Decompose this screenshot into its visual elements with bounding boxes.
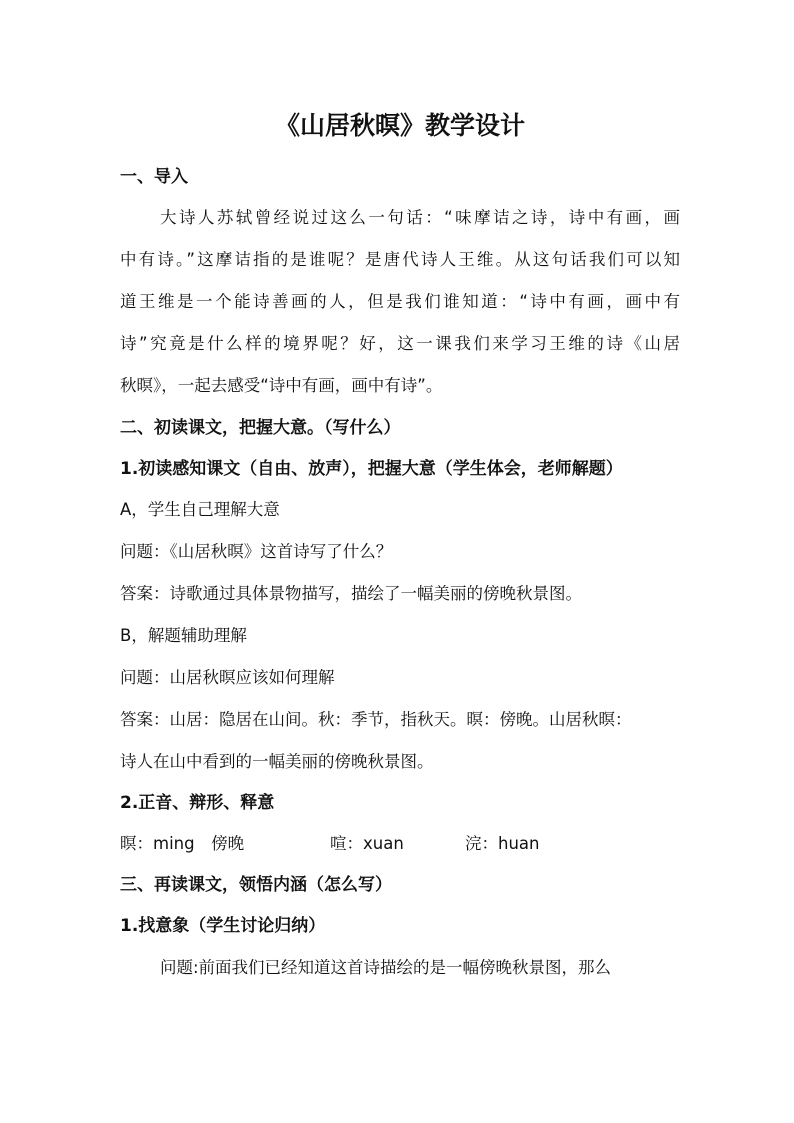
- document-page: [120, 0, 680, 1123]
- section-1-heading: 一、导入: [120, 167, 188, 187]
- document-title: 《山居秋暝》教学设计: [274, 111, 525, 140]
- intro-paragraph-line-1: 大诗人苏轼曾经说过这么一句话：“味摩诘之诗，诗中有画，画: [160, 208, 680, 227]
- pronunciation-xuan: 喧：xuan: [330, 834, 404, 853]
- section-2-heading: 二、初读课文，把握大意。（写什么）: [120, 418, 401, 438]
- section-2-subheading-1: 1.初读感知课文（自由、放声），把握大意（学生体会，老师解题）: [120, 459, 623, 479]
- intro-paragraph-line-4: 诗”究竟是什么样的境界呢？好，这一课我们来学习王维的诗《山居: [120, 334, 680, 353]
- intro-paragraph-line-2: 中有诗。”这摩诘指的是谁呢？是唐代诗人王维。从这句话我们可以知: [120, 250, 680, 269]
- part-a-label: A，学生自己理解大意: [120, 500, 280, 519]
- pronunciation-ming: 暝：ming 傍晚: [120, 834, 245, 853]
- part-a-answer: 答案：诗歌通过具体景物描写，描绘了一幅美丽的傍晚秋景图。: [120, 584, 582, 603]
- pronunciation-huan: 浣：huan: [465, 834, 540, 853]
- section-3-subheading-1: 1.找意象（学生讨论归纳）: [120, 916, 326, 936]
- section-3-question-line: 问题:前面我们已经知道这首诗描绘的是一幅傍晚秋景图，那么: [160, 958, 612, 977]
- part-b-label: B，解题辅助理解: [120, 626, 247, 645]
- part-b-answer-line-2: 诗人在山中看到的一幅美丽的傍晚秋景图。: [120, 752, 434, 771]
- part-b-question: 问题：山居秋暝应该如何理解: [120, 668, 335, 687]
- part-a-question: 问题：《山居秋暝》这首诗写了什么？: [120, 542, 393, 561]
- section-3-heading: 三、再读课文，领悟内涵（怎么写）: [120, 875, 392, 895]
- section-2-subheading-2: 2.正音、辩形、释意: [120, 793, 275, 813]
- intro-paragraph-line-5: 秋暝》，一起去感受“诗中有画，画中有诗”。: [120, 376, 443, 395]
- intro-paragraph-line-3: 道王维是一个能诗善画的人，但是我们谁知道：“诗中有画，画中有: [120, 292, 680, 311]
- part-b-answer-line-1: 答案：山居：隐居在山间。秋：季节，指秋天。暝：傍晚。山居秋暝：: [120, 710, 632, 729]
